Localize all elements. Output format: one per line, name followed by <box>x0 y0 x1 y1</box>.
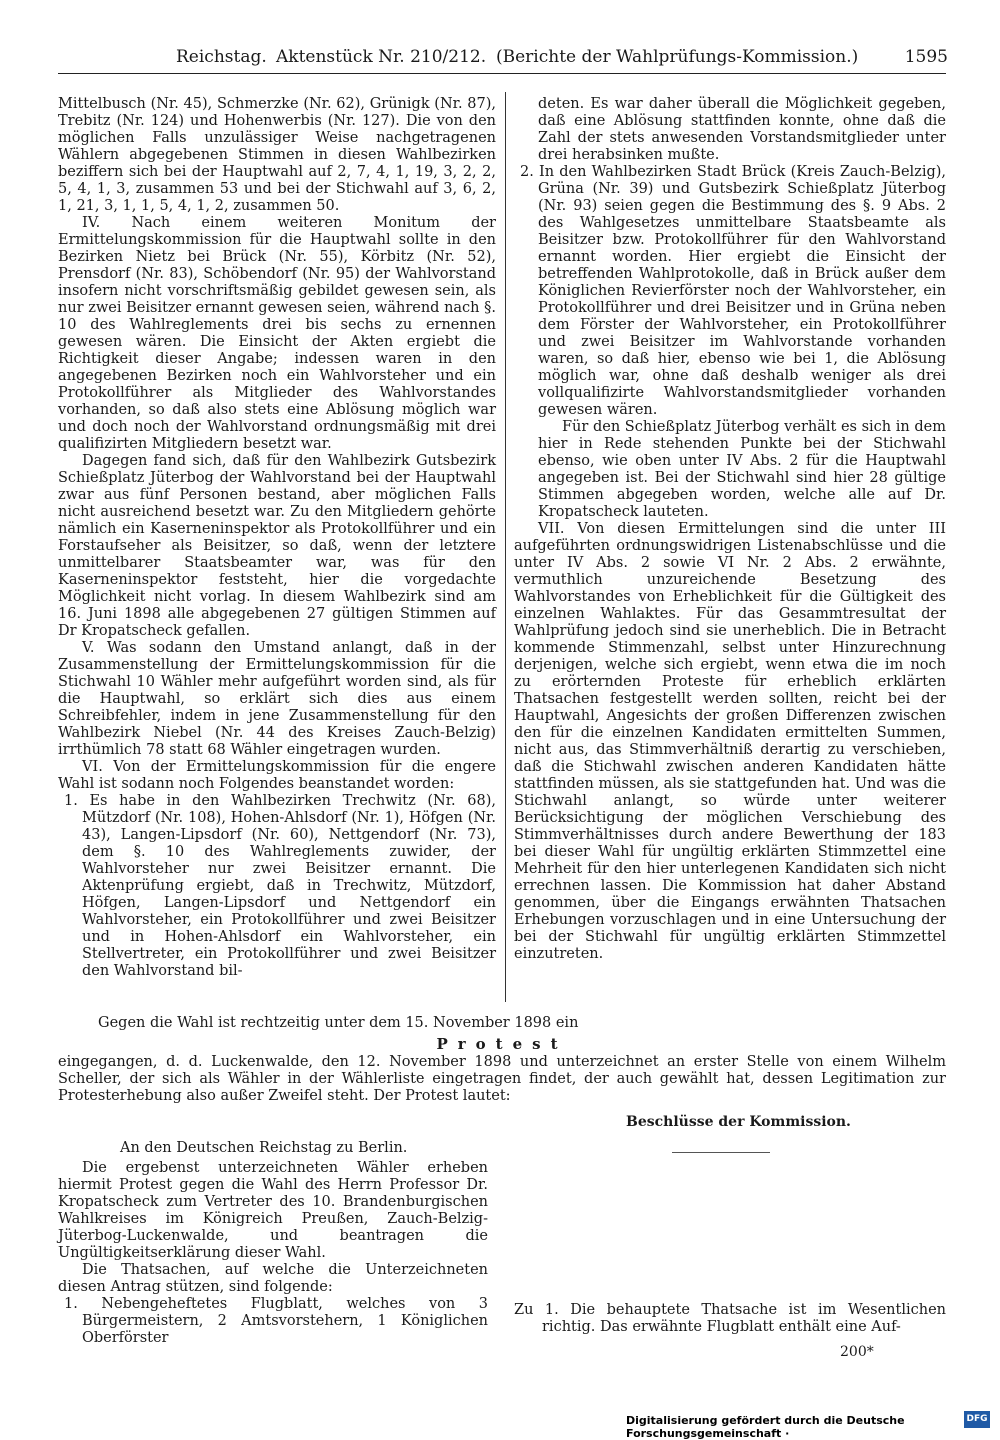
paragraph: 1. Nebengeheftetes Flugblatt, welches von 3 Bürgermeistern, 2 Amtsvorstehern, 1 Königlichen Oberförster <box>64 1296 488 1346</box>
paragraph: Dagegen fand sich, daß für den Wahlbezirk Gutsbezirk Schießplatz Jüterbog der Wahlvorstand bei der Hauptwahl zwar aus fünf Personen bestand, aber möglichen Falls nicht ausreichend besetzt war. Zu den Mitgliedern gehörte nämlich ein Kaserneninspektor als Protokollführer und ein Forstaufseher als Beisitzer, so daß, wenn der letztere unmittelbarer Staatsbeamter war, was für den Kaserneninspektor feststeht, hier die vorgedachte Möglichkeit nicht vorlag. In diesem Wahlbezirk sind am 16. Juni 1898 alle abgegebenen 27 gültigen Stimmen auf Dr Kropatscheck gefallen. <box>58 453 496 639</box>
column-divider <box>505 92 506 1002</box>
paragraph: Die Thatsachen, auf welche die Unterzeichneten diesen Antrag stützen, sind folgende: <box>58 1262 488 1295</box>
paragraph: VII. Von diesen Ermittelungen sind die unter III aufgeführten ordnungswidrigen Listenabschlüsse und die unter IV Abs. 2 sowie VI Nr. 2 Abs. 2 erwähnte, vermuthlich unzureichende Besetzung des Wahlvorstandes von Erheblichkeit für die Gültigkeit des einzelnen Wahlaktes. Für das Gesammtresultat der Wahlprüfung jedoch sind sie unerheblich. Die in Betracht kommende Stimmenzahl, selbst unter Hinzurechnung derjenigen, welche sich ergiebt, wenn etwa die im noch zu erörternden Proteste für erheblich erklärten Thatsachen festgestellt werden sollten, reicht bei der Hauptwahl, Angesichts der großen Differenzen zwischen den für die einzelnen Kandidaten ermittelten Summen, nicht aus, das Stimmverhältniß derartig zu verschieben, daß die Stichwahl zwischen anderen Kandidaten hätte stattfinden müssen, als sie stattgefunden hat. Und was die Stichwahl anlangt, so würde unter weiterer Berücksichtigung der möglichen Verschiebung des Stimmverhältnisses durch andere Bewerthung der 183 bei dieser Wahl für ungültig erklärten Stimmzettel eine Mehrheit für den hier unterlegenen Kandidaten sich nicht errechnen lassen. Die Kommission hat daher Abstand genommen, über die Eingangs erwähnten Thatsachen Erhebungen vorzuschlagen und in eine Untersuchung der bei der Stichwahl für ungültig erklärten Stimmzettel einzutreten. <box>514 521 946 962</box>
dfg-logo: DFG <box>964 1411 990 1428</box>
protest-intro: Gegen die Wahl ist rechtzeitig unter dem 15. November 1898 ein <box>98 1015 579 1031</box>
page-number: 1595 <box>904 47 948 67</box>
header-center: Aktenstück Nr. 210/212. <box>276 47 487 67</box>
paragraph: IV. Nach einem weiteren Monitum der Ermittelungskommission für die Hauptwahl sollte in den Bezirken Nietz bei Brück (Nr. 55), Körbitz (Nr. 52), Prensdorf (Nr. 83), Schöbendorf (Nr. 95) der Wahlvorstand insofern nicht vorschriftsmäßig gebildet gewesen sein, als nur zwei Beisitzer ernannt gewesen seien, während nach §. 10 des Wahlreglements drei bis sechs zu ernennen gewesen wären. Die Einsicht der Akten ergiebt die Richtigkeit dieser Angabe; indessen waren in den angegebenen Bezirken noch ein Wahlvorsteher und ein Protokollführer als Mitglieder des Wahlvorstandes vorhanden, so daß also stets eine Ablösung möglich war und doch noch der Wahlvorstand ordnungsmäßig mit drei qualifizirten Mitgliedern besetzt war. <box>58 215 496 452</box>
paragraph: Mittelbusch (Nr. 45), Schmerzke (Nr. 62), Grünigk (Nr. 87), Trebitz (Nr. 124) und Hohenwerbis (Nr. 127). Die von den möglichen Falls unzulässiger Weise nachgetragenen Wählern abgegebenen Stimmen in diesen Wahlbezirken beziffern sich bei der Hauptwahl auf 2, 7, 4, 1, 19, 3, 2, 2, 5, 4, 1, 3, zusammen 53 und bei der Stichwahl auf 3, 6, 2, 1, 21, 3, 1, 1, 5, 4, 1, 2, zusammen 50. <box>58 96 496 214</box>
page-header <box>96 40 948 74</box>
paragraph: 2. In den Wahlbezirken Stadt Brück (Kreis Zauch-Belzig), Grüna (Nr. 39) und Gutsbezirk Schießplatz Jüterbog (Nr. 93) seien gegen die Bestimmung des §. 9 Abs. 2 des Wahlgesetzes unmittelbare Staatsbeamte als Beisitzer bzw. Protokollführer für den Wahlvorstand ernannt worden. Hier ergiebt die Einsicht der betreffenden Wahlprotokolle, daß in Brück außer dem Königlichen Revierförster noch der Wahlvorsteher, ein Protokollführer und drei Beisitzer und in Grüna neben dem Förster der Wahlvorsteher, ein Protokollführer und zwei Beisitzer im Wahlvorstande vorhanden waren, so daß hier, ebenso wie bei 1, die Ablösung möglich war, ohne daß deshalb weniger als drei vollqualifizirte Wahlvorstandsmitglieder vorhanden gewesen wären. <box>520 164 946 418</box>
paragraph: V. Was sodann den Umstand anlangt, daß in der Zusammenstellung der Ermittelungskommission für die Stichwahl 10 Wähler mehr aufgeführt worden sind, als für die Hauptwahl, so erklärt sich dies aus einem Schreibfehler, indem in jene Zusammenstellung für den Wahlbezirk Niebel (Nr. 44 des Kreises Zauch-Belzig) irrthümlich 78 statt 68 Wähler eingetragen wurden. <box>58 640 496 758</box>
protest-heading: Protest <box>436 1035 568 1053</box>
footer-credit: Digitalisierung gefördert durch die Deutsche Forschungsgemeinschaft · <box>626 1414 905 1440</box>
commission-decisions-heading: Beschlüsse der Kommission. <box>626 1114 851 1130</box>
paragraph: Für den Schießplatz Jüterbog verhält es sich in dem hier in Rede stehenden Punkte bei der Stichwahl ebenso, wie oben unter IV Abs. 2 für die Hauptwahl angegeben ist. Bei der Stichwahl sind hier 28 gültige Stimmen abgegeben worden, welche alle auf Dr. Kropatscheck lauteten. <box>538 419 946 520</box>
paragraph: VI. Von der Ermittelungskommission für die engere Wahl ist sodann noch Folgendes beanstandet worden: <box>58 759 496 792</box>
right-column <box>514 96 946 963</box>
signature-mark: 200* <box>840 1344 874 1360</box>
heading-rule <box>672 1152 770 1153</box>
header-left: Reichstag. <box>176 47 267 67</box>
protest-text <box>58 1160 488 1347</box>
header-rule <box>58 73 946 74</box>
paragraph: 1. Es habe in den Wahlbezirken Trechwitz (Nr. 68), Mützdorf (Nr. 108), Hohen-Ahlsdorf (Nr. 1), Höfgen (Nr. 43), Langen-Lipsdorf (Nr. 60), Nettgendorf (Nr. 73), dem §. 10 des Wahlreglements zuwider, der Wahlvorsteher nur zwei Beisitzer ernannt. Die Aktenprüfung ergiebt, daß in Trechwitz, Mützdorf, Höfgen, Langen-Lipsdorf und Nettgendorf ein Wahlvorsteher, ein Protokollführer und zwei Beisitzer und in Hohen-Ahlsdorf ein Wahlvorsteher, ein Stellvertreter, ein Protokollführer und zwei Beisitzer den Wahlvorstand bil- <box>64 793 496 979</box>
protest-received: eingegangen, d. d. Luckenwalde, den 12. November 1898 und unterzeichnet an erster Stelle von einem Wilhelm Scheller, der sich als Wähler in der Wählerliste eingetragen findet, der auch gewählt hat, dessen Legitimation zur Protesterhebung also außer Zweifel steht. Der Protest lautet: <box>58 1054 946 1104</box>
paragraph: deten. Es war daher überall die Möglichkeit gegeben, daß eine Ablösung stattfinden konnte, ohne daß die Zahl der stets anwesenden Vorstandsmitglieder unter drei herabsinken mußte. <box>538 96 946 163</box>
protest-address: An den Deutschen Reichstag zu Berlin. <box>120 1140 408 1156</box>
paragraph: Die ergebenst unterzeichneten Wähler erheben hiermit Protest gegen die Wahl des Herrn Professor Dr. Kropatscheck zum Vertreter des 10. Brandenburgischen Wahlkreises im Königreich Preußen, Zauch-Belzig-Jüterbog-Luckenwalde, und beantragen die Ungültigkeitserklärung dieser Wahl. <box>58 1160 488 1261</box>
decision-1: Zu 1. Die behauptete Thatsache ist im Wesentlichen richtig. Das erwähnte Flugblatt enthält eine Auf- <box>514 1302 946 1335</box>
header-right: (Berichte der Wahlprüfungs-Kommission.) <box>496 47 859 67</box>
left-column <box>58 96 496 980</box>
